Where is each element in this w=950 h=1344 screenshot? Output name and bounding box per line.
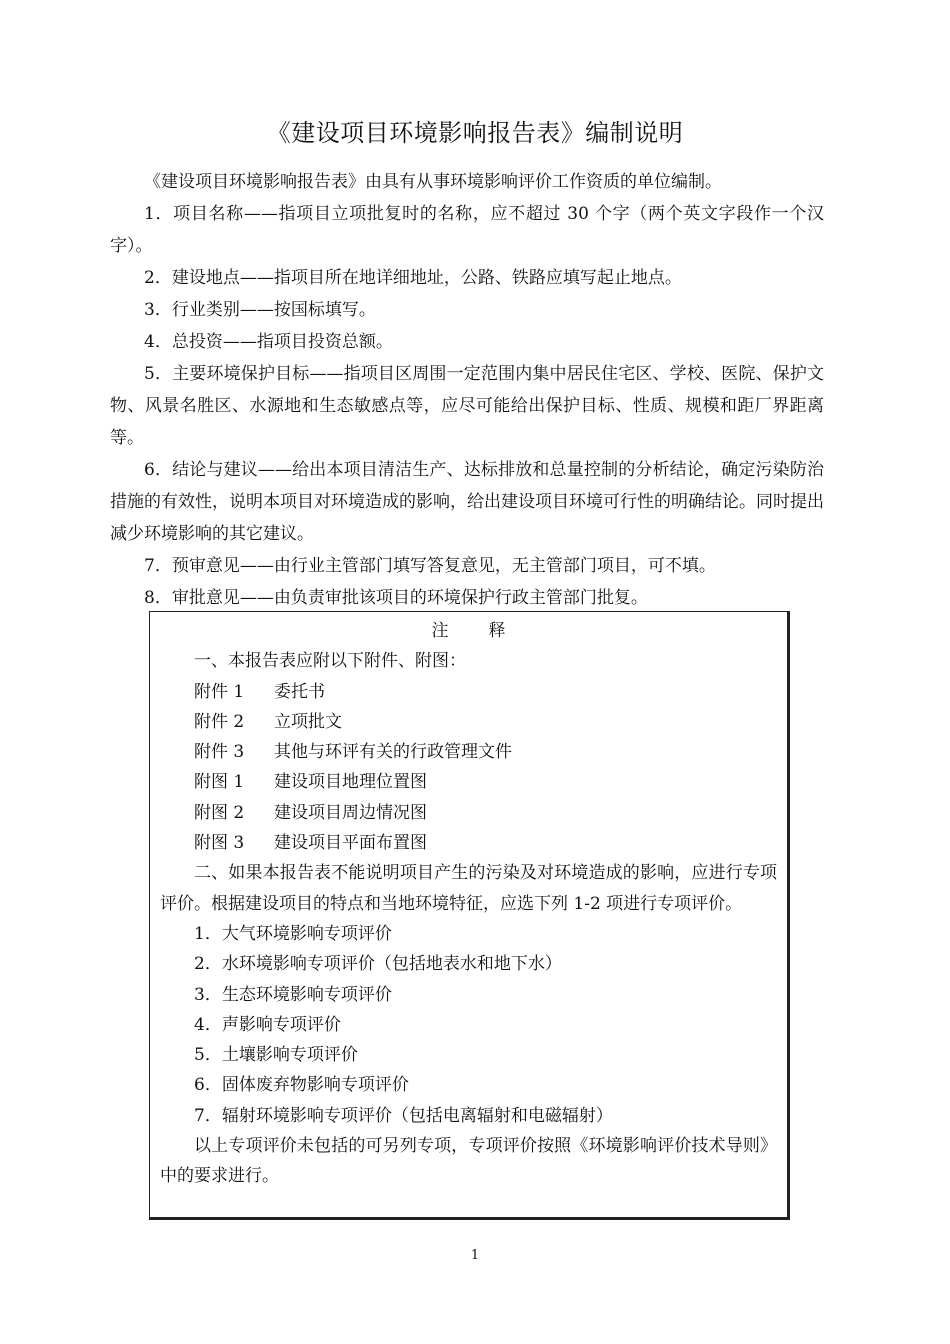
attachment-value: 委托书 [274,681,325,702]
special-assessment-item: 2．水环境影响专项评价（包括地表水和地下水） [194,954,562,975]
notes-box [149,611,790,1220]
attachment-value: 建设项目平面布置图 [274,833,427,854]
notes-closing: 以上专项评价未包括的可另列专项，专项评价按照《环境影响评价技术导则》中的要求进行。 [160,1136,777,1187]
attachment-value: 建设项目周边情况图 [274,802,427,823]
attachment-key: 附件 3 [194,742,245,763]
notes-section-1: 一、本报告表应附以下附件、附图： [194,651,466,672]
attachment-row [160,737,777,767]
attachment-value: 立项批文 [274,711,342,732]
attachment-row [160,828,777,858]
notes-section-2: 二、如果本报告表不能说明项目产生的污染及对环境造成的影响，应进行专项评价。根据建设项目的特点和当地环境特征，应选下列 1-2 项进行专项评价。 [160,863,777,914]
page-title: 《建设项目环境影响报告表》编制说明 [266,119,684,147]
page-number: 1 [470,1248,480,1263]
attachment-value: 其他与环评有关的行政管理文件 [274,742,512,763]
item-conclusion: 6．结论与建议——给出本项目清洁生产、达标排放和总量控制的分析结论，确定污染防治措施的有效性，说明本项目对环境造成的影响，给出建设项目环境可行性的明确结论。同时提出减少环境影响的其它建议。 [110,460,824,544]
special-assessment-item: 1．大气环境影响专项评价 [194,923,392,944]
attachment-key: 附图 3 [194,833,245,854]
attachment-row [160,677,777,707]
item-pre-review: 7．预审意见——由行业主管部门填写答复意见，无主管部门项目，可不填。 [144,556,716,576]
attachment-key: 附图 2 [194,802,245,823]
item-industry: 3．行业类别——按国标填写。 [144,300,376,320]
special-assessment-item: 3．生态环境影响专项评价 [194,984,392,1005]
attachment-key: 附件 2 [194,711,245,732]
item-protection-targets: 5．主要环境保护目标——指项目区周围一定范围内集中居民住宅区、学校、医院、保护文物、风景名胜区、水源地和生态敏感点等，应尽可能给出保护目标、性质、规模和距厂界距离等。 [110,364,824,448]
item-investment: 4．总投资——指项目投资总额。 [144,332,393,352]
explanation-section [110,166,824,614]
intro-paragraph: 《建设项目环境影响报告表》由具有从事环境影响评价工作资质的单位编制。 [144,172,722,192]
special-assessment-item: 4．声影响专项评价 [194,1014,341,1035]
special-assessment-item: 5．土壤影响专项评价 [194,1045,358,1066]
notes-heading: 注释 [431,621,546,641]
special-assessment-item: 6．固体废弃物影响专项评价 [194,1075,409,1096]
item-approval: 8．审批意见——由负责审批该项目的环境保护行政主管部门批复。 [144,588,648,608]
attachment-value: 建设项目地理位置图 [274,772,427,793]
attachment-row [160,707,777,737]
attachment-key: 附图 1 [194,772,245,793]
special-assessment-item: 7．辐射环境影响专项评价（包括电离辐射和电磁辐射） [194,1105,613,1126]
item-location: 2．建设地点——指项目所在地详细地址，公路、铁路应填写起止地点。 [144,268,682,288]
attachment-row [160,798,777,828]
attachment-row [160,767,777,797]
item-project-name: 1．项目名称——指项目立项批复时的名称，应不超过 30 个字（两个英文字段作一个汉字）。 [110,204,824,256]
attachment-key: 附件 1 [194,681,245,702]
